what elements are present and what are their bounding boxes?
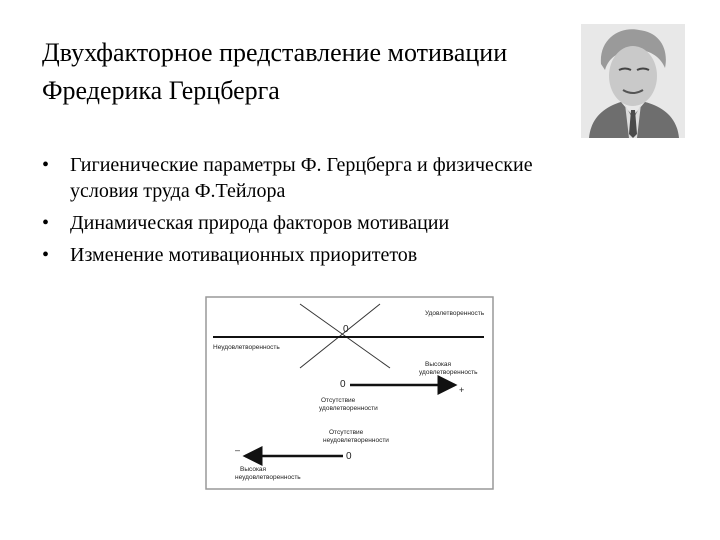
portrait-photo xyxy=(581,24,685,138)
bullet-item xyxy=(42,210,662,236)
bullet-marker: • xyxy=(42,244,50,266)
bullet-text: условия труда Ф.Тейлора xyxy=(70,180,286,202)
bullet-text: Динамическая природа факторов мотивации xyxy=(70,212,450,234)
satisfaction-label: Удовлетворенность xyxy=(425,310,485,317)
bullet-item xyxy=(42,242,662,268)
slide-title xyxy=(42,34,572,110)
high-satisfaction-label-1: Высокая xyxy=(425,361,452,368)
high-dissatisfaction-label-2: неудовлетворенность xyxy=(235,474,301,481)
zero-label: 0 xyxy=(346,451,352,462)
bullet-text: Изменение мотивационных приоритетов xyxy=(70,244,418,266)
zero-label: 0 xyxy=(340,379,346,390)
bullet-list xyxy=(42,152,662,274)
absence-satisfaction-label-2: удовлетворенности xyxy=(319,405,378,412)
slide-title-line-2: Фредерика Герцберга xyxy=(42,76,280,105)
absence-dissatisfaction-label-1: Отсутствие xyxy=(329,429,364,436)
bullet-text: Гигиенические параметры Ф. Герцберга и физические xyxy=(70,154,533,176)
bullet-marker: • xyxy=(42,212,50,234)
high-satisfaction-label-2: удовлетворенность xyxy=(419,369,478,376)
plus-sign: + xyxy=(459,385,465,395)
absence-dissatisfaction-label-2: неудовлетворенности xyxy=(323,437,389,444)
herzberg-diagram xyxy=(205,296,494,490)
high-dissatisfaction-label-1: Высокая xyxy=(240,466,267,473)
zero-label: 0 xyxy=(343,324,349,335)
dissatisfaction-label: Неудовлетворенность xyxy=(213,344,280,351)
bullet-item xyxy=(42,152,662,204)
absence-satisfaction-label-1: Отсутствие xyxy=(321,397,356,404)
slide-title-line-1: Двухфакторное представление мотивации xyxy=(42,38,508,67)
minus-sign: – xyxy=(235,445,241,455)
bullet-marker: • xyxy=(42,154,50,176)
